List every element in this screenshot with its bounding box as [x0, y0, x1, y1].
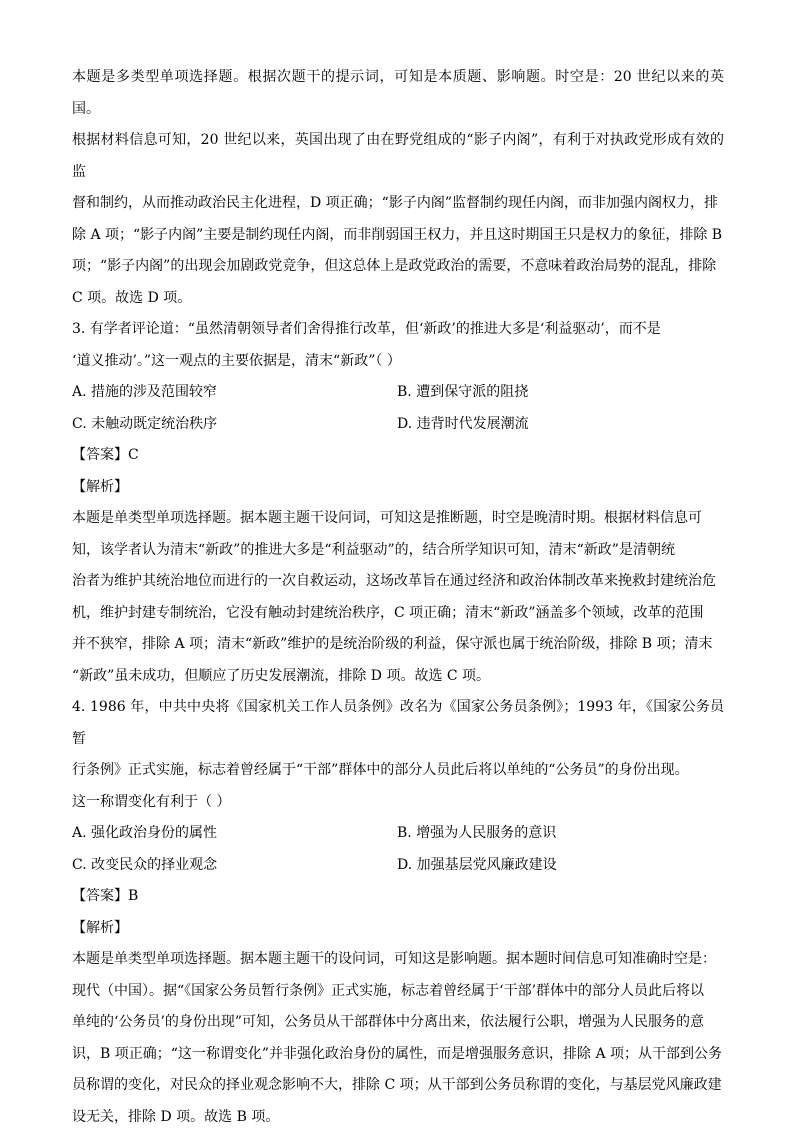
- answer-label: 【答案】C: [72, 440, 724, 472]
- option-a: A. 措施的涉及范围较窄: [72, 377, 217, 409]
- analysis-line: 机，维护封建专制统治，它没有触动封建统治秩序，C 项正确；清末“新政”涵盖多个领域，改革的范围: [72, 598, 724, 630]
- question-4: [72, 692, 724, 1133]
- analysis-label: 【解析】: [72, 472, 724, 504]
- question-stem-line: ‘道义推动’。”这一观点的主要依据是，清末“新政”（ ）: [72, 346, 724, 378]
- option-d: D. 加强基层党风廉政建设: [397, 850, 557, 882]
- analysis-line: 员称谓的变化，对民众的择业观念影响不大，排除 C 项；从干部到公务员称谓的变化，与基层党风廉政建: [72, 1070, 724, 1102]
- analysis-line: 知，该学者认为清末“新政”的推进大多是“利益驱动”的，结合所学知识可知，清末“新政”是清朝统: [72, 535, 724, 567]
- text-line: C 项。故选 D 项。: [72, 283, 724, 315]
- question-stem-line: 4. 1986 年，中共中央将《国家机关工作人员条例》改名为《国家公务员条例》；1993 年，《国家公务员暂: [72, 692, 724, 755]
- page-content: [72, 62, 724, 1133]
- answer-label: 【答案】B: [72, 881, 724, 913]
- analysis-line: 识，B 项正确；“这一称谓变化”并非强化政治身份的属性，而是增强服务意识，排除 A 项；从干部到公务: [72, 1039, 724, 1071]
- option-a: A. 强化政治身份的属性: [72, 818, 217, 850]
- question-stem-line: 3. 有学者评论道：“虽然清朝领导者们舍得推行改革，但‘新政’的推进大多是‘利益驱动’，而不是: [72, 314, 724, 346]
- analysis-line: 单纯的‘公务员’的身份出现”可知，公务员从干部群体中分离出来，依法履行公职，增强为人民服务的意: [72, 1007, 724, 1039]
- option-c: C. 未触动既定统治秩序: [72, 409, 217, 441]
- analysis-line: 设无关，排除 D 项。故选 B 项。: [72, 1102, 724, 1133]
- options-row: [72, 818, 724, 850]
- question-3: [72, 314, 724, 692]
- options-row: [72, 409, 724, 441]
- question-stem-line: 行条例》正式实施，标志着曾经属于“干部”群体中的部分人员此后将以单纯的“公务员”的身份出现。: [72, 755, 724, 787]
- option-c: C. 改变民众的择业观念: [72, 850, 217, 882]
- text-line: 项；“影子内阁”的出现会加剧政党竞争，但这总体上是政党政治的需要，不意味着政治局势的混乱，排除: [72, 251, 724, 283]
- text-line: 本题是多类型单项选择题。根据次题干的提示词，可知是本质题、影响题。时空是：20 世纪以来的英国。: [72, 62, 724, 125]
- option-d: D. 违背时代发展潮流: [397, 409, 529, 441]
- option-b: B. 遭到保守派的阻挠: [397, 377, 528, 409]
- analysis-line: 本题是单类型单项选择题。据本题主题干的设问词，可知这是影响题。据本题时间信息可知准确时空是：: [72, 944, 724, 976]
- analysis-line: 本题是单类型单项选择题。据本题主题干设问词，可知这是推断题，时空是晚清时期。根据材料信息可: [72, 503, 724, 535]
- analysis-line: 治者为维护其统治地位而进行的一次自救运动，这场改革旨在通过经济和政治体制改革来挽救封建统治危: [72, 566, 724, 598]
- analysis-line: 并不狭窄，排除 A 项；清末“新政”维护的是统治阶级的利益，保守派也属于统治阶级，排除 B 项；清末: [72, 629, 724, 661]
- options-row: [72, 850, 724, 882]
- question-stem-line: 这一称谓变化有利于（ ）: [72, 787, 724, 819]
- option-b: B. 增强为人民服务的意识: [397, 818, 556, 850]
- text-line: 除 A 项；“影子内阁”主要是制约现任内阁，而非削弱国王权力，并且这时期国王只是权力的象征，排除 B: [72, 220, 724, 252]
- analysis-line: 现代（中国）。据“《国家公务员暂行条例》正式实施，标志着曾经属于‘干部’群体中的部分人员此后将以: [72, 976, 724, 1008]
- text-line: 督和制约，从而推动政治民主化进程，D 项正确；“影子内阁”监督制约现任内阁，而非加强内阁权力，排: [72, 188, 724, 220]
- analysis-line: “新政”虽未成功，但顺应了历史发展潮流，排除 D 项。故选 C 项。: [72, 661, 724, 693]
- intro-paragraph: [72, 62, 724, 314]
- options-row: [72, 377, 724, 409]
- analysis-label: 【解析】: [72, 913, 724, 945]
- text-line: 根据材料信息可知，20 世纪以来，英国出现了由在野党组成的“影子内阁”，有利于对执政党形成有效的监: [72, 125, 724, 188]
